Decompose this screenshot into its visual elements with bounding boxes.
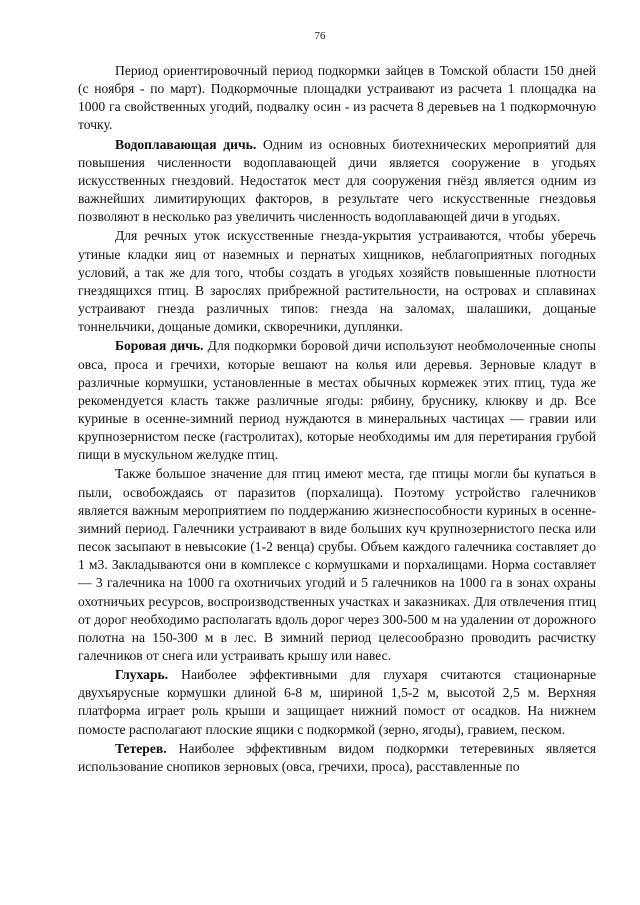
paragraph-lead: Тетерев. xyxy=(115,740,167,756)
paragraph-hare-feeding xyxy=(78,62,596,135)
paragraph-upland-game xyxy=(78,337,596,464)
paragraph-black-grouse xyxy=(78,740,596,776)
paragraph-text: Для речных уток искусственные гнезда-укрытия устраиваются, чтобы уберечь утиные кладки яиц от наземных и пернатых хищников, неблагоприятных погодных условий, а так же для того, чтобы создать в угодьях хозяйств повышенные плотности гнездящихся птиц. В зарослях прибрежной растительности, на островах и сплавинах устраивают гнезда различных типов: гнезда на заломах, шалашики, дощаные тоннельчики, дощаные домики, скворечники, дуплянки. xyxy=(78,228,596,335)
paragraph-text: Период ориентировочный период подкормки зайцев в Томской области 150 дней (с ноября - по март). Подкормочные площадки устраивают из расчета 1 площадка на 1000 га свойственных угодий, подвалку осин - из расчета 8 деревьев на 1 подкормочную точку. xyxy=(78,63,596,133)
paragraph-text: Наиболее эффективными для глухаря считаются стационарные двухъярусные кормушки длиной 6-8 м, шириной 1,5-2 м, высотой 2,5 м. Верхняя платформа играет роль крыши и защищает нижний помост от осадков. На нижнем помосте располагают плоские ящики с подкормкой (зерно, ягоды), гравием, песком. xyxy=(78,667,596,737)
body-text xyxy=(78,62,596,776)
paragraph-duck-nests xyxy=(78,227,596,336)
paragraph-gravel-beds xyxy=(78,465,596,665)
paragraph-text: Одним из основных биотехнических мероприятий для повышения численности водоплавающей дичи является сооружение в угодьях искусственных гнездовий. Недостаток мест для сооружения гнёзд является одним из важнейших лимитирующих факторов, в результате чего искусственные гнездовья позволяют в несколько раз увеличить численность водоплавающей дичи в угодьях. xyxy=(78,136,596,225)
paragraph-lead: Водоплавающая дичь. xyxy=(115,136,257,152)
paragraph-waterfowl xyxy=(78,136,596,227)
paragraph-lead: Глухарь. xyxy=(115,667,169,683)
paragraph-capercaillie xyxy=(78,666,596,739)
paragraph-text: Также большое значение для птиц имеют места, где птицы могли бы купаться в пыли, освобождаясь от паразитов (порхалища). Поэтому устройство галечников является важным мероприятием по поддержанию жизнеспособности куриных в осенне-зимний период. Галечники устраивают в виде больших куч крупнозернистого песка или песок засыпают в невысокие (1-2 венца) срубы. Объем каждого галечника составляет до 1 м3. Закладываются они в комплексе с кормушками и порхалищами. Норма составляет — 3 галечника на 1000 га охотничьих угодий и 5 галечников на 1000 га в зонах охраны охотничьих ресурсов, воспроизводственных участках и заказниках. Для отвлечения птиц от дорог необходимо располагать вдоль дорог через 300-500 м на удалении от дорожного полотна на 150-300 м в лес. В зимний период целесообразно проводить расчистку галечников от снега или устраивать крышу или навес. xyxy=(78,466,596,663)
paragraph-text: Наиболее эффективным видом подкормки тетеревиных является использование снопиков зерновых (овса, гречихи, проса), расставленные по xyxy=(78,740,596,774)
paragraph-lead: Боровая дичь. xyxy=(115,338,204,354)
page-number: 76 xyxy=(314,30,326,42)
paragraph-text: Для подкормки боровой дичи используют необмолоченные снопы овса, проса и гречихи, которые вешают на колья или деревья. Зерновые кладут в различные кормушки, установленные в местах обычных кормежек этих птиц, туда же рекомендуется класть также различные ягоды: рябину, бруснику, клюкву и др. Все куриные в осенне-зимний период нуждаются в минеральных частицах — гравии или крупнозернистом песке (гастролитах), которые необходимы им для перетирания грубой пищи в мускульном желудке птиц. xyxy=(78,338,597,463)
